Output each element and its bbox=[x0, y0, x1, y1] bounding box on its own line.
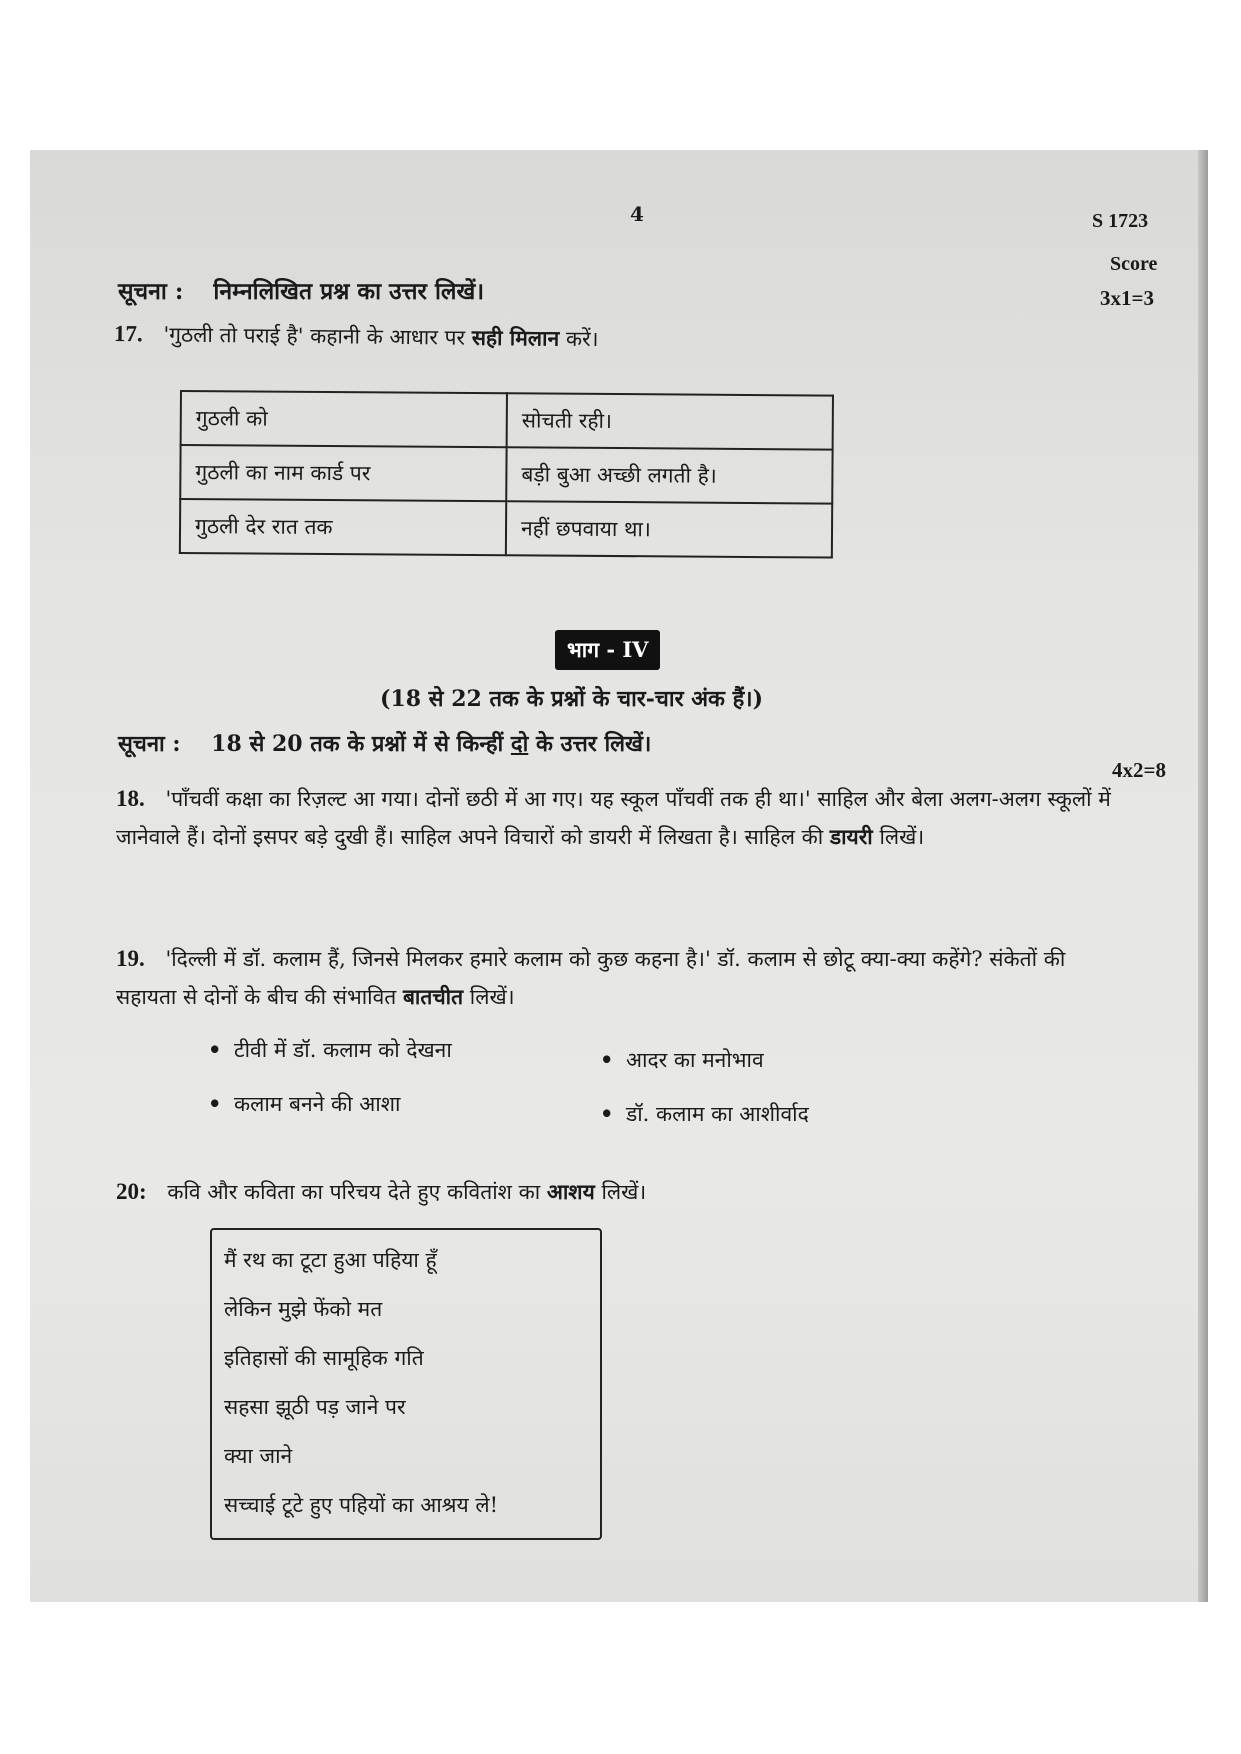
notice-1-text: निम्नलिखित प्रश्न का उत्तर लिखें। bbox=[213, 278, 485, 305]
notice-2 bbox=[118, 728, 651, 758]
hint-text: कलाम बनने की आशा bbox=[234, 1092, 401, 1116]
question-17 bbox=[114, 320, 599, 353]
notice-2-text-start: 18 से 20 तक के प्रश्नों में से किन्हीं bbox=[211, 731, 504, 757]
hint-item: • आदर का मनोभाव bbox=[600, 1047, 764, 1072]
poem-line: सहसा झूठी पड़ जाने पर bbox=[224, 1395, 406, 1419]
q20-text-end: लिखें। bbox=[601, 1180, 647, 1204]
hint-item: • कलाम बनने की आशा bbox=[208, 1091, 401, 1116]
question-20 bbox=[116, 1178, 646, 1206]
hint-text: डॉ. कलाम का आशीर्वाद bbox=[626, 1102, 809, 1126]
table-row bbox=[180, 499, 832, 558]
match-left-cell: गुठली का नाम कार्ड पर bbox=[180, 445, 506, 501]
notice-2-label: सूचना : bbox=[118, 731, 181, 757]
q20-number: 20: bbox=[116, 1179, 147, 1204]
notice-1-label: सूचना : bbox=[118, 278, 184, 305]
notice-2-text-end: के उत्तर लिखें। bbox=[535, 731, 652, 757]
hint-text: टीवी में डॉ. कलाम को देखना bbox=[234, 1038, 452, 1062]
question-19 bbox=[116, 940, 1116, 1016]
poem-line: क्या जाने bbox=[224, 1444, 293, 1468]
hint-text: आदर का मनोभाव bbox=[626, 1048, 764, 1072]
exam-page-photo bbox=[30, 150, 1208, 1602]
match-left-cell: गुठली देर रात तक bbox=[180, 499, 506, 555]
part-info: (18 से 22 तक के प्रश्नों के चार-चार अंक हैं।) bbox=[380, 686, 764, 712]
match-left-cell: गुठली को bbox=[181, 391, 507, 447]
notice-1 bbox=[118, 274, 484, 306]
match-right-cell: नहीं छपवाया था। bbox=[506, 501, 832, 557]
poem-box bbox=[210, 1228, 602, 1540]
table-row bbox=[181, 391, 833, 450]
q17-number: 17. bbox=[113, 321, 143, 347]
q18-number: 18. bbox=[116, 786, 145, 811]
q17-text-start: 'गुठली तो पराई है' कहानी के आधार पर bbox=[163, 322, 466, 350]
q17-text-end: करें। bbox=[565, 326, 599, 352]
match-right-cell: सोचती रही। bbox=[507, 393, 833, 449]
page-number: 4 bbox=[630, 202, 644, 226]
q18-text-bold: डायरी bbox=[829, 824, 873, 849]
q19-text: 'दिल्ली में डॉ. कलाम हैं, जिनसे मिलकर हमारे कलाम को कुछ कहना है।' डॉ. कलाम से छोटू क्या-क्या कहेंगे? संकेतों की सहायता से दोनों के बीच की संभावित bbox=[116, 947, 1066, 1009]
notice-2-underline: दो bbox=[510, 731, 529, 757]
q18-text: 'पाँचवीं कक्षा का रिज़ल्ट आ गया। दोनों छठी में आ गए। यह स्कूल पाँचवीं तक ही था।' साहिल और बेला अलग-अलग स्कूलों में जानेवाले हैं। दोनों इसपर बड़े दुखी हैं। साहिल अपने विचारों को डायरी में लिखता है। साहिल की bbox=[116, 787, 1111, 849]
q20-text-start: कवि और कविता का परिचय देते हुए कवितांश का bbox=[167, 1180, 541, 1204]
poem-line: इतिहासों की सामूहिक गति bbox=[224, 1346, 424, 1370]
part-label: भाग - IV bbox=[555, 630, 660, 670]
paper-code: S 1723 bbox=[1092, 210, 1149, 232]
poem-line: मैं रथ का टूटा हुआ पहिया हूँ bbox=[224, 1248, 437, 1272]
poem-line: सच्चाई टूटे हुए पहियों का आश्रय ले! bbox=[224, 1493, 499, 1517]
q19-text-bold: बातचीत bbox=[402, 984, 464, 1009]
marks-q17: 3x1=3 bbox=[1100, 286, 1154, 310]
score-label: Score bbox=[1110, 253, 1158, 275]
page-edge bbox=[1198, 150, 1208, 1602]
marks-q18-20: 4x2=8 bbox=[1112, 758, 1166, 782]
q17-text-bold: सही मिलान bbox=[471, 324, 560, 351]
q19-number: 19. bbox=[116, 946, 145, 971]
question-18 bbox=[116, 780, 1116, 856]
hint-item: • डॉ. कलाम का आशीर्वाद bbox=[600, 1101, 809, 1126]
hint-item: • टीवी में डॉ. कलाम को देखना bbox=[208, 1037, 452, 1062]
match-table bbox=[179, 390, 834, 559]
match-right-cell: बड़ी बुआ अच्छी लगती है। bbox=[506, 447, 832, 503]
table-row bbox=[180, 445, 832, 504]
q20-text-bold: आशय bbox=[546, 1179, 595, 1204]
q19-text-end: लिखें। bbox=[469, 985, 515, 1009]
q18-text-end: लिखें। bbox=[879, 825, 925, 849]
poem-line: लेकिन मुझे फेंको मत bbox=[224, 1297, 383, 1321]
